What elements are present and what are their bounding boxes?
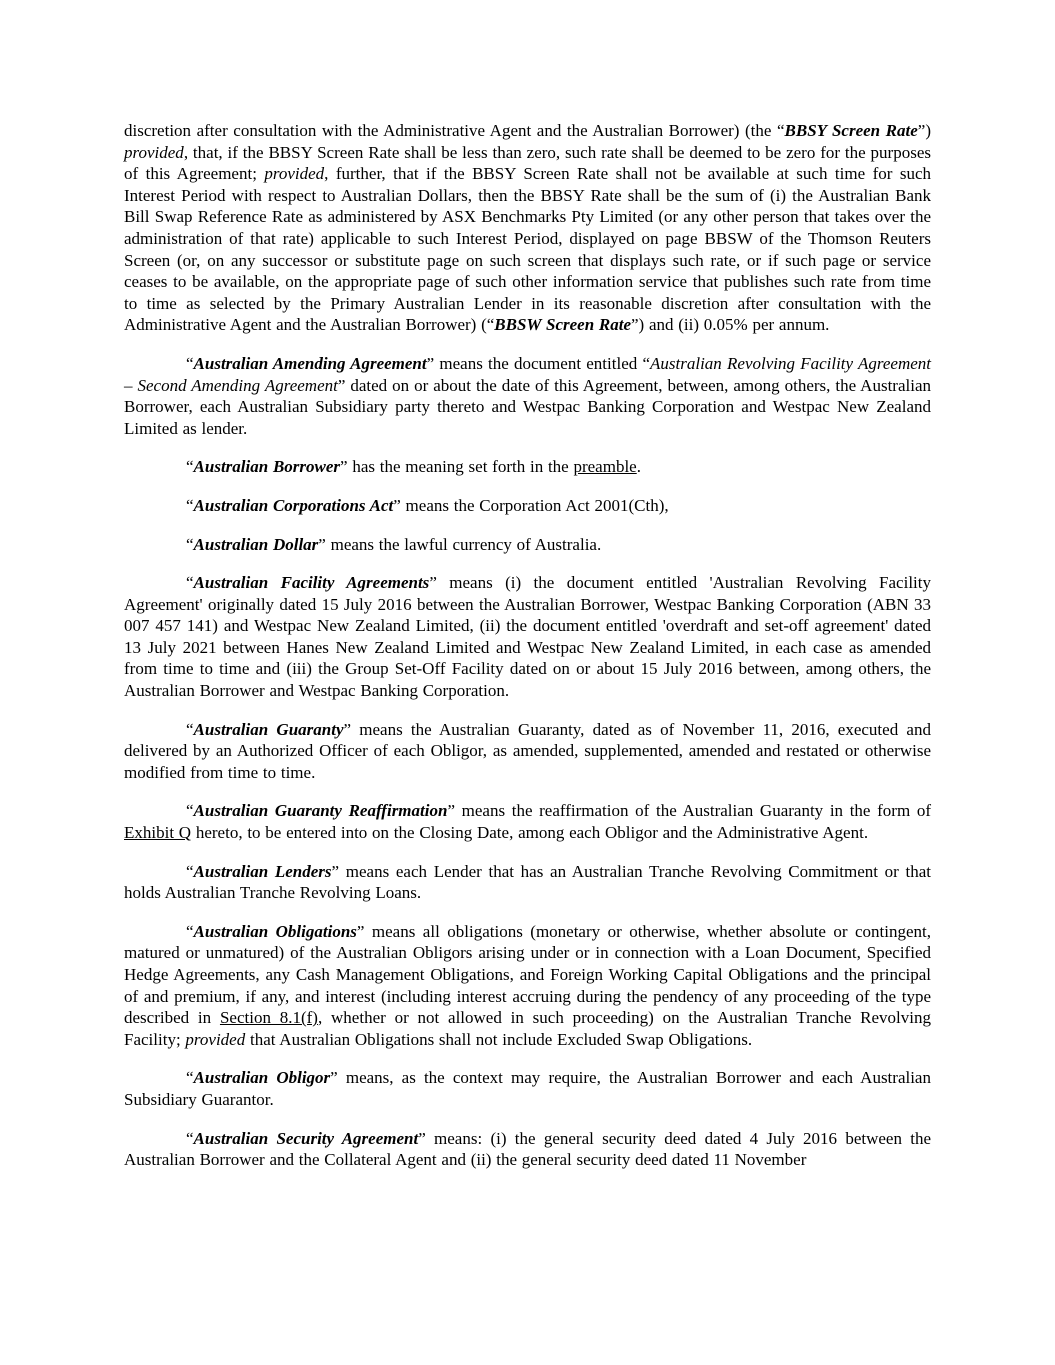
- cross-reference: preamble: [573, 457, 637, 477]
- text-run: “: [186, 921, 194, 941]
- text-run: “: [186, 353, 194, 373]
- text-run: ” means (i) the document entitled 'Australian Revolving Facility Agreement' originally dated 15 July 2016 between the Australian Borrower, Westpac Banking Corporation (ABN 33 007 457 141) and Westpac New Zealand Limited, (ii) the document entitled 'overdraft and set-off agreement' dated 13 July 2021 between Hanes New Zealand Limited and Westpac New Zealand Limited, in each case as amended from time to time and (iii) the Group Set-Off Facility dated on or about 15 July 2016 between, among others, the Australian Borrower and Westpac Banking Corporation.: [124, 573, 931, 701]
- defined-term: BBSY Screen Rate: [784, 121, 918, 140]
- defined-term: BBSW Screen Rate: [494, 315, 632, 335]
- paragraph: [124, 353, 931, 439]
- text-run: ” means, as the context may require, the Australian Borrower and each Australian Subsidiary Guarantor.: [124, 1068, 931, 1109]
- text-run: ” means the reaffirmation of the Australian Guaranty in the form of: [447, 801, 931, 821]
- paragraph: [124, 800, 931, 843]
- text-run: that Australian Obligations shall not include Excluded Swap Obligations.: [245, 1029, 753, 1049]
- paragraph: [124, 1128, 931, 1171]
- text-run: “: [186, 573, 194, 593]
- emphasis: provided: [264, 164, 325, 184]
- defined-term: Australian Facility Agreements: [193, 573, 430, 593]
- emphasis: provided: [124, 142, 184, 162]
- document-title: Australian Revolving Facility Agreement – Second Amending Agreement: [124, 353, 931, 395]
- paragraph: [124, 719, 931, 784]
- defined-term: Australian Security Agreement: [193, 1128, 419, 1148]
- cross-reference: Exhibit Q: [124, 823, 192, 843]
- defined-term: Australian Corporations Act: [193, 495, 394, 515]
- defined-term: Australian Borrower: [193, 457, 341, 477]
- text-run: , that, if the BBSY Screen Rate shall be less than zero, such rate shall be deemed to be zero for the purposes of this Agreement;: [124, 142, 931, 184]
- text-run: ” means all obligations (monetary or otherwise, whether absolute or contingent, matured or unmatured) of the Australian Obligors arising under or in connection with a Loan Document, Specified Hedge Agreements, any Cash Management Obligations, and Foreign Working Capital Obligations and the principal of and premium, if any, and interest (including interest accruing during the pendency of any proceeding of the type described in: [124, 921, 931, 1028]
- text-run: “: [186, 495, 194, 515]
- defined-term: Australian Obligations: [193, 921, 357, 941]
- text-run: “: [186, 1068, 194, 1088]
- text-run: ” means the document entitled “: [426, 353, 651, 373]
- text-run: “: [186, 861, 194, 881]
- text-run: ” means: (i) the general security deed dated 4 July 2016 between the Australian Borrower and the Collateral Agent and (ii) the general security deed dated 11 November: [124, 1128, 931, 1170]
- defined-term: Australian Dollar: [193, 534, 319, 554]
- defined-term: Australian Obligor: [193, 1068, 331, 1088]
- paragraph: [124, 861, 931, 904]
- defined-term: Australian Guaranty: [193, 719, 344, 739]
- paragraph: [124, 456, 931, 478]
- text-run: ” dated on or about the date of this Agreement, between, among others, the Australian Borrower, each Australian Subsidiary party thereto and Westpac Banking Corporation and Westpac New Zealand Limited as lender.: [124, 375, 931, 438]
- defined-term: Australian Amending Agreement: [193, 353, 427, 373]
- paragraph: [124, 534, 931, 556]
- defined-term: Australian Guaranty Reaffirmation: [193, 801, 448, 821]
- cross-reference: Section 8.1(f): [219, 1008, 318, 1028]
- paragraph: [124, 495, 931, 517]
- text-run: discretion after consultation with the Administrative Agent and the Australian Borrower) (the “: [124, 121, 785, 140]
- text-run: , further, that if the BBSY Screen Rate shall not be available at such time for such Interest Period with respect to Australian Dollars, then the BBSY Rate shall be the sum of (i) the Australian Bank Bill Swap Reference Rate as administered by ASX Benchmarks Pty Limited (or any other person that takes over the administration of that rate) applicable to such Interest Period, displayed on page BBSW of the Thomson Reuters Screen (or, on any successor or substitute page on such screen that displays such rate, or if such page or service ceases to be available, on the appropriate page of such other information service that publishes such rate from time to time as selected by the Primary Australian Lender in its reasonable discretion after consultation with the Administrative Agent and the Australian Borrower) (“: [124, 164, 931, 335]
- defined-term: Australian Lenders: [193, 861, 332, 881]
- emphasis: provided: [185, 1029, 246, 1049]
- paragraph: [124, 1067, 931, 1110]
- text-run: “: [186, 801, 194, 821]
- document-body: [124, 120, 931, 1171]
- paragraph: [124, 921, 931, 1051]
- text-run: “: [186, 534, 194, 554]
- text-run: ” means the Australian Guaranty, dated as of November 11, 2016, executed and delivered by an Authorized Officer of each Obligor, as amended, supplemented, amended and restated or otherwise modified from time to time.: [124, 719, 931, 782]
- text-run: , whether or not allowed in such proceeding) on the Australian Tranche Revolving Facility;: [124, 1008, 932, 1049]
- paragraph: [124, 572, 931, 702]
- text-run: ”): [917, 121, 932, 140]
- text-run: “: [186, 457, 194, 477]
- text-run: .: [636, 457, 641, 477]
- text-run: “: [186, 719, 194, 739]
- paragraph: [124, 120, 931, 336]
- text-run: ” means the Corporation Act 2001(Cth),: [393, 495, 669, 515]
- text-run: ”) and (ii) 0.05% per annum.: [631, 315, 830, 335]
- text-run: hereto, to be entered into on the Closing Date, among each Obligor and the Administrative Agent.: [191, 823, 869, 843]
- text-run: ” has the meaning set forth in the: [340, 457, 574, 477]
- text-run: ” means each Lender that has an Australian Tranche Revolving Commitment or that holds Australian Tranche Revolving Loans.: [124, 861, 932, 903]
- text-run: “: [186, 1128, 194, 1148]
- text-run: ” means the lawful currency of Australia.: [318, 534, 602, 554]
